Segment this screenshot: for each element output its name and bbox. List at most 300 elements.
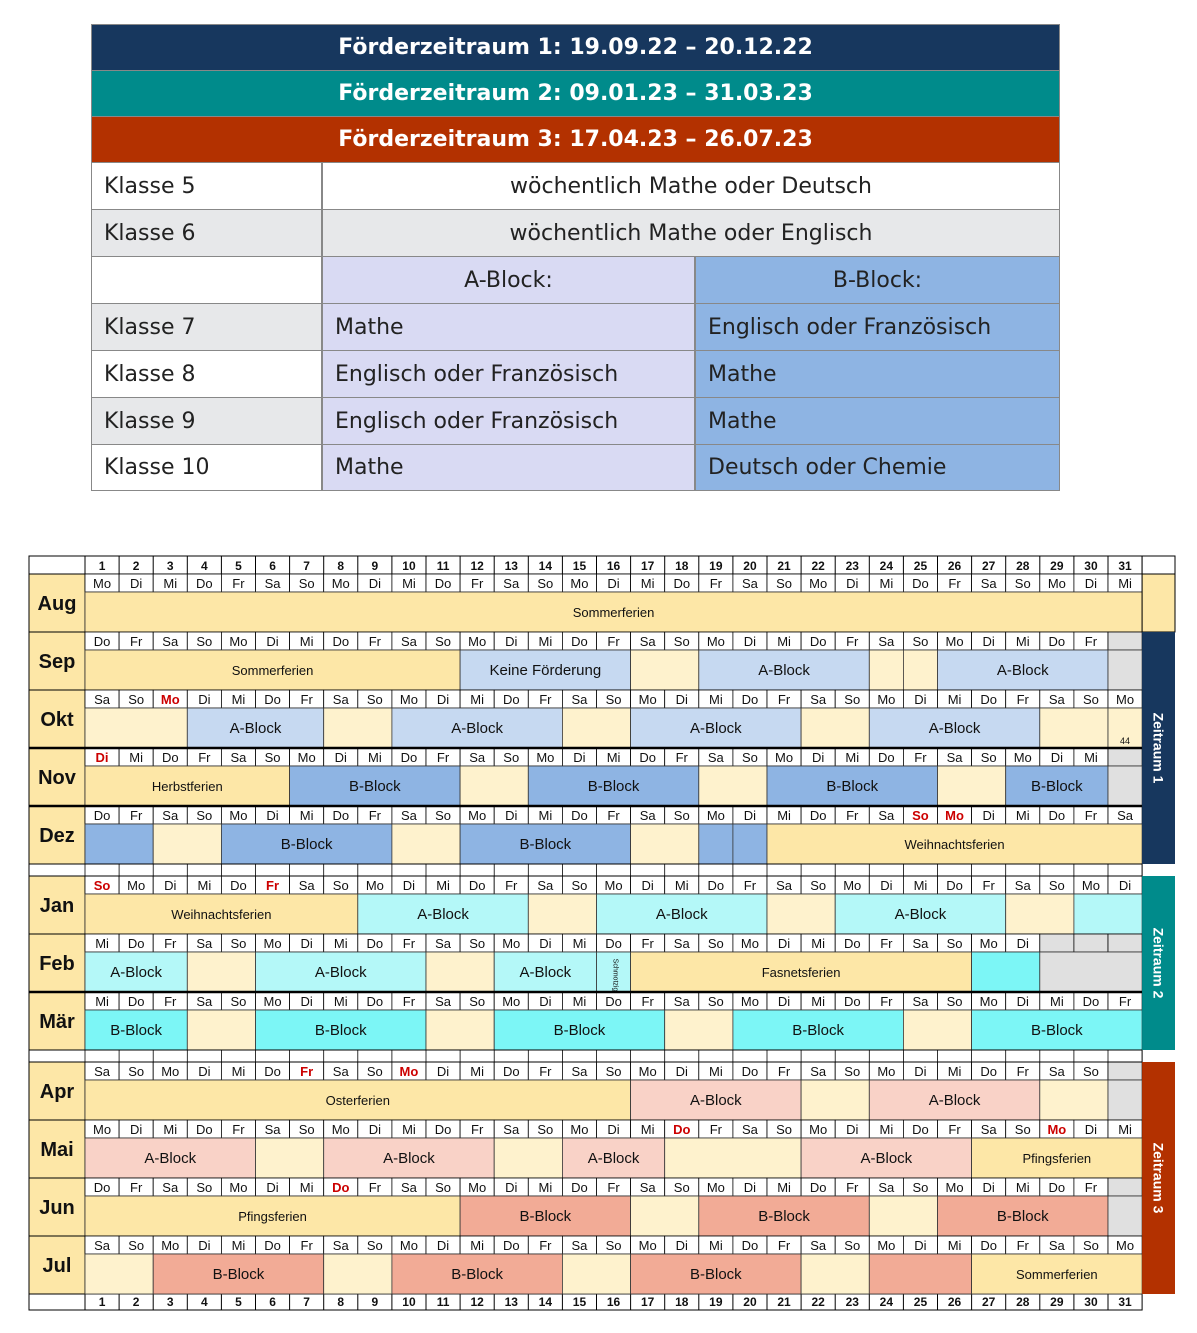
weekday-label: Mo bbox=[502, 936, 521, 951]
segment-label: Weihnachtsferien bbox=[171, 907, 272, 922]
weekday-label: So bbox=[128, 1064, 145, 1079]
weekday-label: Fr bbox=[436, 750, 450, 765]
month-label: Feb bbox=[39, 953, 75, 975]
class-label: Klasse 5 bbox=[91, 163, 322, 209]
calendar-segment bbox=[426, 952, 494, 992]
weekday-label: Fr bbox=[471, 1122, 484, 1137]
class-label: Klasse 6 bbox=[91, 210, 322, 256]
weekday-label: So bbox=[673, 634, 690, 649]
weekday-label: Fr bbox=[948, 576, 961, 591]
calendar-segment bbox=[187, 952, 255, 992]
weekday-label: So bbox=[912, 808, 929, 823]
day-number-bottom: 13 bbox=[504, 1295, 518, 1309]
day-number-top: 14 bbox=[538, 559, 553, 573]
weekday-label: Mi bbox=[1015, 1180, 1030, 1195]
segment-label: Keine Förderung bbox=[489, 662, 602, 679]
day-number-bottom: 2 bbox=[132, 1295, 140, 1309]
day-number-bottom: 21 bbox=[777, 1295, 791, 1309]
weekday-label: Mo bbox=[740, 994, 759, 1009]
weekday-label: Fr bbox=[880, 994, 893, 1009]
weekday-label: So bbox=[776, 576, 793, 591]
weekday-label: Do bbox=[127, 994, 145, 1009]
day-number-top: 10 bbox=[402, 559, 416, 573]
weekday-label: Do bbox=[434, 576, 452, 591]
weekday-label: Fr bbox=[880, 936, 893, 951]
weekday-label: Sa bbox=[741, 1122, 758, 1137]
weekday-label: Mo bbox=[809, 576, 828, 591]
weekday-label: Sa bbox=[503, 576, 520, 591]
weekday-label: Di bbox=[846, 576, 859, 591]
weekday-label: Di bbox=[368, 1122, 381, 1137]
class-label: Klasse 8 bbox=[91, 351, 322, 397]
weekday-label: Mo bbox=[263, 936, 282, 951]
period-3-band: Förderzeitraum 3: 17.04.23 – 26.07.23 bbox=[91, 116, 1060, 162]
weekday-label: Di bbox=[266, 634, 279, 649]
weekday-label: So bbox=[1082, 1238, 1099, 1253]
calendar-segment bbox=[153, 824, 221, 864]
weekday-label: Sa bbox=[162, 808, 179, 823]
weekday-label: Di bbox=[743, 808, 757, 823]
b-block-subject: Deutsch oder Chemie bbox=[695, 445, 1060, 490]
day-number-top: 31 bbox=[1118, 559, 1132, 573]
weekday-label: Sa bbox=[912, 994, 929, 1009]
day-number-bottom: 25 bbox=[913, 1295, 928, 1309]
weekday-label: Mo bbox=[1047, 1122, 1067, 1137]
day-number-top: 9 bbox=[371, 559, 379, 573]
month-label: Nov bbox=[38, 767, 76, 789]
weekday-label: Mo bbox=[1116, 1238, 1135, 1253]
weekday-label: Sa bbox=[639, 808, 656, 823]
calendar-segment bbox=[494, 1138, 562, 1178]
day-number-bottom: 26 bbox=[947, 1295, 962, 1309]
calendar-segment bbox=[903, 650, 937, 690]
weekday-cell bbox=[1108, 1178, 1142, 1196]
day-number-top: 24 bbox=[879, 559, 894, 573]
weekday-label: Do bbox=[127, 936, 145, 951]
day-number-top: 2 bbox=[132, 559, 140, 573]
segment-label: B-Block bbox=[792, 1022, 844, 1039]
segment-label: Herbstferien bbox=[151, 779, 223, 794]
weekday-label: Do bbox=[502, 1238, 520, 1253]
weekday-label: Mo bbox=[263, 994, 282, 1009]
day-number-top: 1 bbox=[98, 559, 106, 573]
weekday-label: Mo bbox=[331, 576, 350, 591]
weekday-label: Fr bbox=[846, 1180, 859, 1195]
weekday-label: So bbox=[366, 692, 383, 707]
weekday-label: Fr bbox=[368, 634, 381, 649]
zeitraum-label: Zeitraum 1 bbox=[1150, 712, 1167, 784]
weekday-label: So bbox=[230, 994, 247, 1009]
weekday-label: Do bbox=[946, 878, 963, 893]
weekday-label: Sa bbox=[332, 692, 349, 707]
weekday-label: Mi bbox=[674, 878, 689, 893]
calendar-segment bbox=[699, 824, 733, 864]
weekday-label: Mo bbox=[945, 808, 964, 823]
weekday-label: Do bbox=[332, 1180, 350, 1195]
weekday-label: Do bbox=[1048, 1180, 1066, 1195]
weekday-label: Fr bbox=[709, 1122, 722, 1137]
weekday-label: Do bbox=[264, 692, 281, 707]
day-number-top: 17 bbox=[640, 559, 655, 573]
weekday-label: Mi bbox=[163, 1122, 178, 1137]
weekday-label: Do bbox=[707, 878, 725, 893]
month-label: Apr bbox=[39, 1081, 75, 1103]
weekday-label: Mo bbox=[1013, 750, 1032, 765]
zeitraum-label: Zeitraum 3 bbox=[1150, 1142, 1167, 1214]
weekday-label: Fr bbox=[539, 1064, 552, 1079]
segment-label: B-Block bbox=[110, 1022, 162, 1039]
weekday-label: Mi bbox=[333, 994, 348, 1009]
weekday-label: Fr bbox=[846, 808, 859, 823]
weekday-label: Di bbox=[300, 994, 313, 1009]
weekday-label: Do bbox=[571, 634, 588, 649]
weekday-label: Di bbox=[982, 1180, 995, 1195]
day-number-bottom: 8 bbox=[337, 1295, 345, 1309]
weekday-label: Fr bbox=[368, 808, 381, 823]
day-number-top: 4 bbox=[201, 559, 208, 573]
segment-label: B-Block bbox=[996, 1208, 1049, 1225]
weekday-label: So bbox=[366, 1064, 383, 1079]
weekday-label: So bbox=[810, 878, 827, 893]
calendar-segment bbox=[869, 1196, 937, 1236]
weekday-label: Sa bbox=[196, 936, 213, 951]
weekday-label: Di bbox=[198, 1238, 211, 1253]
day-number-top: 22 bbox=[811, 559, 825, 573]
weekday-label: So bbox=[707, 994, 724, 1009]
weekday-label: Fr bbox=[368, 1180, 381, 1195]
weekday-label: Sa bbox=[878, 1180, 895, 1195]
weekday-label: Sa bbox=[435, 936, 452, 951]
period-2-band: Förderzeitraum 2: 09.01.23 – 31.03.23 bbox=[91, 70, 1060, 116]
weekday-label: Di bbox=[539, 994, 552, 1009]
weekday-cell bbox=[1108, 632, 1142, 650]
weekday-label: Di bbox=[1118, 878, 1132, 893]
weekday-label: So bbox=[435, 1180, 452, 1195]
day-number-top: 23 bbox=[845, 559, 859, 573]
calendar-segment bbox=[801, 1080, 869, 1120]
weekday-label: Sa bbox=[162, 1180, 179, 1195]
weekday-label: Mo bbox=[706, 1180, 725, 1195]
weekday-label: Sa bbox=[571, 1064, 588, 1079]
weekday-label: Sa bbox=[94, 1238, 111, 1253]
segment-label: A-Block bbox=[928, 1092, 981, 1109]
segment-label: Osterferien bbox=[325, 1093, 390, 1108]
weekday-label: Mi bbox=[947, 692, 962, 707]
weekday-label: Mo bbox=[229, 634, 248, 649]
weekday-label: Fr bbox=[675, 750, 688, 765]
weekday-label: Do bbox=[1048, 808, 1066, 823]
calendar-segment bbox=[733, 824, 767, 864]
day-number-bottom: 30 bbox=[1084, 1295, 1098, 1309]
weekday-label: So bbox=[776, 1122, 793, 1137]
day-number-top: 3 bbox=[166, 559, 174, 573]
a-block-subject: Mathe bbox=[322, 304, 695, 350]
class-label: Klasse 9 bbox=[91, 398, 322, 444]
segment-label: A-Block bbox=[451, 720, 503, 737]
weekday-label: So bbox=[1082, 692, 1099, 707]
calendar-segment bbox=[562, 1254, 630, 1294]
weekday-label: Di bbox=[1084, 576, 1098, 591]
weekday-label: Di bbox=[1016, 936, 1029, 951]
weekday-label: Di bbox=[436, 1238, 450, 1253]
class-label: Klasse 10 bbox=[91, 445, 322, 490]
weekday-label: Sa bbox=[332, 1064, 349, 1079]
weekday-label: Di bbox=[266, 1180, 279, 1195]
weekday-label: Mi bbox=[231, 692, 246, 707]
weekday-label: Mi bbox=[333, 936, 348, 951]
period-1-band: Förderzeitraum 1: 19.09.22 – 20.12.22 bbox=[91, 24, 1060, 70]
weekday-label: Sa bbox=[776, 878, 793, 893]
weekday-label: Sa bbox=[196, 994, 213, 1009]
weekday-label: Mo bbox=[160, 692, 180, 707]
weekday-label: Sa bbox=[400, 1180, 417, 1195]
weekday-label: Do bbox=[502, 1064, 520, 1079]
weekday-label: Mo bbox=[229, 808, 248, 823]
weekday-label: Do bbox=[741, 1238, 759, 1253]
weekday-label: Mo bbox=[399, 1238, 418, 1253]
weekday-cell bbox=[1108, 748, 1142, 766]
weekday-label: Mo bbox=[1081, 878, 1100, 893]
weekday-label: Mo bbox=[979, 936, 998, 951]
segment-label: A-Block bbox=[928, 720, 981, 737]
segment-label: A-Block bbox=[860, 1150, 913, 1167]
weekday-label: Fr bbox=[948, 1122, 961, 1137]
weekday-label: So bbox=[230, 936, 247, 951]
weekday-label: Di bbox=[334, 750, 347, 765]
weekday-label: So bbox=[196, 808, 213, 823]
weekday-label: Fr bbox=[743, 878, 757, 893]
weekday-label: Mi bbox=[367, 750, 382, 765]
weekday-label: Fr bbox=[130, 634, 143, 649]
weekday-label: Fr bbox=[914, 750, 927, 765]
empty-day-filler bbox=[1108, 1080, 1142, 1120]
weekday-cell bbox=[1040, 934, 1074, 952]
weekday-label: So bbox=[537, 1122, 554, 1137]
weekday-label: Mi bbox=[402, 1122, 416, 1137]
empty-day-filler bbox=[1108, 650, 1142, 690]
weekday-label: Mi bbox=[299, 1180, 314, 1195]
weekday-label: Mo bbox=[331, 1122, 350, 1137]
weekday-label: Di bbox=[846, 1122, 859, 1137]
weekday-label: Do bbox=[434, 1122, 452, 1137]
weekday-label: So bbox=[844, 1064, 861, 1079]
segment-label: A-Block bbox=[655, 906, 708, 923]
weekday-label: Do bbox=[912, 576, 929, 591]
weekday-label: Fr bbox=[505, 878, 518, 893]
segment-label: B-Block bbox=[212, 1266, 265, 1283]
segment-label: B-Block bbox=[826, 778, 879, 795]
zeitraum-bar-spacer bbox=[1142, 574, 1175, 632]
weekday-label: Mo bbox=[127, 878, 146, 893]
day-number-bottom: 14 bbox=[538, 1295, 553, 1309]
weekday-label: Sa bbox=[980, 576, 997, 591]
weekday-label: Fr bbox=[777, 1238, 791, 1253]
segment-label: B-Block bbox=[553, 1022, 606, 1039]
calendar-segment bbox=[85, 708, 187, 748]
segment-label: B-Block bbox=[519, 1208, 572, 1225]
weekday-cell bbox=[1108, 934, 1142, 952]
segment-label: A-Block bbox=[229, 720, 282, 737]
day-number-bottom: 17 bbox=[640, 1295, 655, 1309]
weekday-label: Fr bbox=[130, 1180, 143, 1195]
weekday-label: Sa bbox=[741, 576, 758, 591]
weekday-label: Mi bbox=[231, 1238, 246, 1253]
calendar-segment bbox=[972, 952, 1040, 992]
weekday-label: Mo bbox=[740, 936, 759, 951]
weekday-label: So bbox=[1082, 1064, 1099, 1079]
weekday-label: Di bbox=[812, 750, 825, 765]
weekday-label: Fr bbox=[164, 994, 177, 1009]
zeitraum-bar-spacer bbox=[1142, 556, 1175, 574]
weekday-label: Mi bbox=[572, 936, 587, 951]
weekday-label: Di bbox=[198, 692, 211, 707]
weekday-label: Sa bbox=[94, 1064, 111, 1079]
weekday-label: So bbox=[264, 750, 281, 765]
weekday-label: Fr bbox=[1084, 1180, 1098, 1195]
day-number-top: 11 bbox=[436, 559, 450, 573]
weekday-label: Di bbox=[743, 634, 757, 649]
day-number-top: 13 bbox=[504, 559, 518, 573]
weekday-label: Sa bbox=[878, 808, 895, 823]
weekday-label: Mi bbox=[640, 1122, 655, 1137]
weekday-label: So bbox=[435, 634, 452, 649]
day-number-top: 18 bbox=[675, 559, 689, 573]
weekday-label: Di bbox=[777, 994, 791, 1009]
weekday-label: Sa bbox=[435, 994, 452, 1009]
weekday-label: Mi bbox=[538, 634, 553, 649]
weekday-label: Do bbox=[366, 994, 384, 1009]
weekday-label: Fr bbox=[641, 936, 654, 951]
weekday-label: Mi bbox=[538, 1180, 553, 1195]
weekday-label: Fr bbox=[1084, 808, 1098, 823]
weekday-label: Do bbox=[605, 936, 622, 951]
weekday-label: Do bbox=[400, 750, 418, 765]
weekday-label: So bbox=[741, 750, 758, 765]
segment-label: B-Block bbox=[519, 836, 572, 853]
weekday-label: So bbox=[844, 692, 861, 707]
day-number-bottom: 22 bbox=[811, 1295, 825, 1309]
weekday-label: Mi bbox=[845, 750, 860, 765]
weekday-label: Do bbox=[93, 1180, 111, 1195]
weekday-label: Do bbox=[605, 994, 622, 1009]
weekday-label: Mi bbox=[879, 576, 894, 591]
segment-label: A-Block bbox=[519, 964, 572, 981]
weekday-label: Sa bbox=[810, 1238, 827, 1253]
weekday-label: Do bbox=[468, 878, 486, 893]
weekday-label: Di bbox=[675, 1238, 688, 1253]
weekday-label: Fr bbox=[982, 878, 995, 893]
segment-label: A-Block bbox=[383, 1150, 435, 1167]
weekday-label: Sa bbox=[400, 808, 417, 823]
day-number-bottom: 15 bbox=[572, 1295, 587, 1309]
period-gap-row bbox=[29, 864, 1142, 876]
weekday-label: Fr bbox=[1084, 634, 1098, 649]
weekday-label: Sa bbox=[1048, 692, 1065, 707]
weekday-label: Sa bbox=[298, 878, 315, 893]
weekday-label: Sa bbox=[707, 750, 724, 765]
weekday-label: Mo bbox=[877, 692, 896, 707]
weekday-label: Fr bbox=[402, 936, 416, 951]
weekday-label: Mo bbox=[161, 1064, 180, 1079]
b-block-header: B-Block: bbox=[695, 257, 1060, 303]
empty-day-filler bbox=[1108, 1196, 1142, 1236]
weekday-label: Do bbox=[161, 750, 179, 765]
day-number-top: 8 bbox=[337, 559, 345, 573]
calendar-segment bbox=[631, 650, 699, 690]
a-block-header: A-Block: bbox=[322, 257, 695, 303]
weekday-label: Mo bbox=[809, 1122, 828, 1137]
weekday-label: Mi bbox=[640, 576, 655, 591]
segment-label: A-Block bbox=[144, 1150, 197, 1167]
segment-label: B-Block bbox=[587, 778, 640, 795]
month-label: Sep bbox=[38, 651, 76, 673]
calendar-segment bbox=[324, 708, 392, 748]
weekday-label: Do bbox=[366, 936, 384, 951]
weekday-label: Mi bbox=[811, 994, 826, 1009]
day-number-bottom: 16 bbox=[606, 1295, 621, 1309]
b-block-subject: Englisch oder Französisch bbox=[695, 304, 1060, 350]
weekday-label: Sa bbox=[1014, 878, 1031, 893]
day-number-bottom: 3 bbox=[166, 1295, 174, 1309]
segment-label: B-Block bbox=[758, 1208, 810, 1225]
weekday-label: Di bbox=[914, 1064, 927, 1079]
weekday-label: Di bbox=[675, 1064, 688, 1079]
day-number-top: 16 bbox=[606, 559, 621, 573]
weekday-label: Di bbox=[641, 878, 654, 893]
class-subjects: wöchentlich Mathe oder Englisch bbox=[322, 210, 1060, 256]
weekday-label: Di bbox=[880, 878, 893, 893]
weekday-label: Mo bbox=[877, 1238, 896, 1253]
weekday-label: Do bbox=[878, 750, 895, 765]
weekday-label: So bbox=[537, 576, 554, 591]
class-subjects: wöchentlich Mathe oder Deutsch bbox=[322, 163, 1060, 209]
weekday-label: Di bbox=[164, 878, 177, 893]
calendar-segment bbox=[631, 1196, 699, 1236]
calendar-segment bbox=[665, 1138, 801, 1178]
weekday-label: Mi bbox=[299, 634, 314, 649]
weekday-label: Di bbox=[402, 878, 416, 893]
day-number-top: 29 bbox=[1050, 559, 1064, 573]
day-number-bottom: 4 bbox=[201, 1295, 208, 1309]
weekday-label: Di bbox=[130, 576, 143, 591]
calendar-segment bbox=[1006, 894, 1074, 934]
day-number-bottom: 7 bbox=[303, 1295, 310, 1309]
weekday-label: Do bbox=[571, 1180, 588, 1195]
day-number-top: 6 bbox=[269, 559, 276, 573]
weekday-label: Di bbox=[300, 936, 313, 951]
day-number-bottom: 18 bbox=[675, 1295, 689, 1309]
weekday-label: Mi bbox=[879, 1122, 894, 1137]
weekday-label: Mo bbox=[468, 1180, 487, 1195]
weekday-label: Mo bbox=[945, 634, 964, 649]
weekday-label: Do bbox=[741, 692, 759, 707]
day-number-top: 26 bbox=[947, 559, 962, 573]
calendar-segment bbox=[699, 766, 767, 806]
segment-label: Sommerferien bbox=[572, 605, 655, 620]
weekday-label: Sa bbox=[537, 878, 554, 893]
weekday-label: Di bbox=[1016, 994, 1029, 1009]
weekday-label: Do bbox=[264, 1064, 281, 1079]
weekday-label: Fr bbox=[641, 994, 654, 1009]
day-number-bottom: 9 bbox=[371, 1295, 379, 1309]
weekday-label: Fr bbox=[846, 634, 859, 649]
weekday-label: Do bbox=[912, 1122, 929, 1137]
weekday-label: So bbox=[673, 808, 690, 823]
weekday-label: Mo bbox=[399, 1064, 419, 1079]
weekday-label: Do bbox=[196, 576, 213, 591]
weekday-label: Do bbox=[196, 1122, 213, 1137]
calendar-segment bbox=[801, 708, 869, 748]
